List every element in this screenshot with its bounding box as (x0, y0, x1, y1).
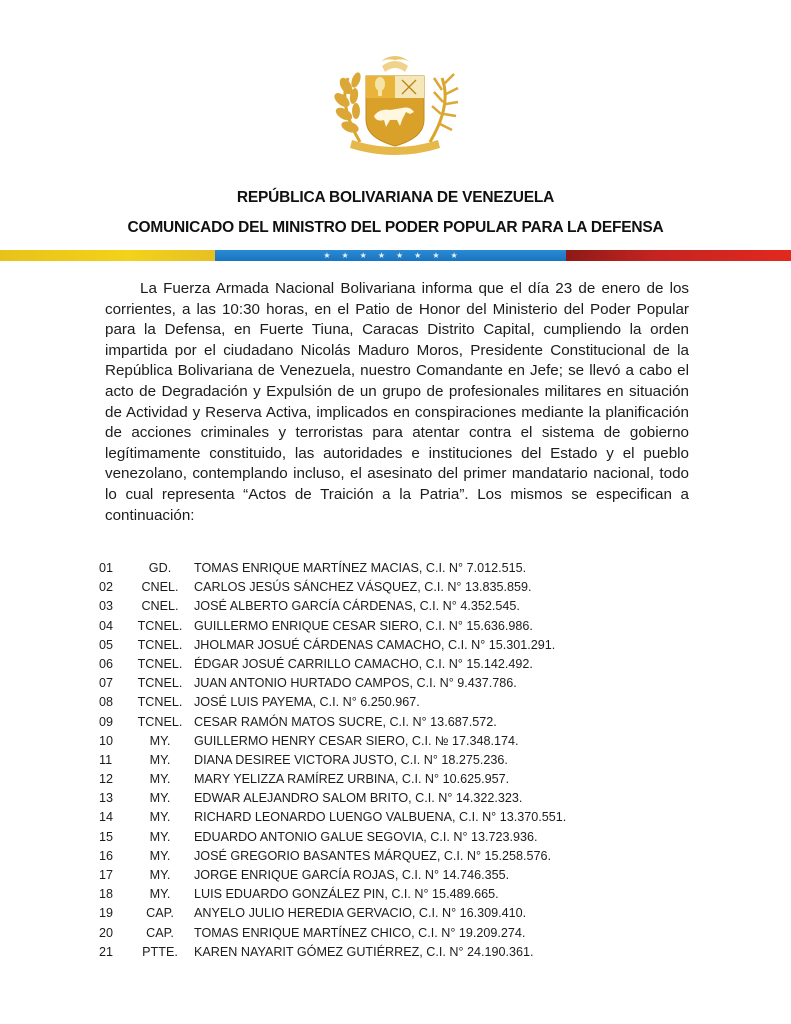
star-icon: ★ (323, 250, 331, 260)
list-item-number: 17 (99, 868, 114, 882)
list-item-number: 01 (99, 561, 114, 575)
list-item-number: 14 (99, 810, 114, 825)
list-item-entry: ÉDGAR JOSUÉ CARRILLO CAMACHO, C.I. N° 15.142.492. (194, 656, 533, 671)
list-item-number: 10 (99, 733, 114, 748)
paragraph-text: La Fuerza Armada Nacional Bolivariana informa que el día 23 de enero de los corrientes, a las 10:30 horas, en el Patio de Honor del Ministerio del Poder Popular para la Defensa, en Fuerte Tiuna, Caracas Distrito Capital, cumpliendo la orden impartida por el ciudadano Nicolás Maduro Moros, Presidente Constitucional de la República Bolivariana de Venezuela, nuestro Comandante en Jefe; se llevó a cabo el acto de Degradación y Expulsión de un grupo de profesionales militares en situación de Actividad y Reserva Activa, implicados en conspiraciones mediante la planificación de acciones criminales y terroristas para atentar contra el sistema de gobierno legítimamente constituido, las autoridades e instituciones del Estado y el pueblo venezolano, contemplando incluso, el asesinato del primer mandatario nacional, todo lo cual representa “Actos de Traición a la Patria”. Los mismos se especifican a continuación: (105, 280, 689, 524)
list-item-entry: JORGE ENRIQUE GARCÍA ROJAS, C.I. N° 14.746.355. (194, 868, 510, 882)
list-item-number: 13 (99, 791, 114, 806)
list-item (99, 732, 659, 751)
list-item-number: 02 (99, 580, 114, 595)
list-item (99, 904, 659, 923)
list-item-rank: TCNEL. (137, 637, 183, 652)
expelled-officers-list (99, 559, 659, 962)
band-yellow-segment (0, 250, 215, 261)
list-item-entry: ANYELO JULIO HEREDIA GERVACIO, C.I. N° 16.309.410. (194, 906, 527, 921)
star-icon: ★ (341, 250, 349, 260)
list-item-rank: MY. (149, 887, 171, 902)
star-icon: ★ (377, 250, 385, 260)
list-item (99, 559, 659, 578)
list-item-number: 09 (99, 714, 114, 729)
list-item (99, 885, 659, 904)
list-item-entry: LUIS EDUARDO GONZÁLEZ PIN, C.I. N° 15.489.665. (194, 887, 499, 902)
list-item-number: 20 (99, 925, 114, 940)
list-item-entry: MARY YELIZZA RAMÍREZ URBINA, C.I. N° 10.625.957. (194, 772, 510, 787)
list-item-rank: TCNEL. (137, 676, 183, 691)
list-item-rank: CNEL. (141, 599, 179, 614)
list-item (99, 674, 659, 693)
list-item-rank: MY. (149, 829, 171, 844)
list-item-entry: EDUARDO ANTONIO GALUE SEGOVIA, C.I. N° 13.723.936. (194, 829, 538, 844)
list-item-number: 16 (99, 848, 114, 863)
star-icon: ★ (414, 250, 422, 260)
list-item-number: 07 (99, 676, 114, 691)
list-item-rank: PTTE. (142, 944, 178, 959)
list-item (99, 713, 659, 732)
list-item-rank: MY. (149, 848, 171, 863)
band-blue-segment (215, 250, 566, 261)
list-item (99, 808, 659, 827)
list-item-entry: DIANA DESIREE VICTORA JUSTO, C.I. N° 18.275.236. (194, 752, 508, 767)
list-item (99, 943, 659, 962)
list-item-rank: GD. (148, 561, 172, 575)
list-item-entry: KAREN NAYARIT GÓMEZ GUTIÉRREZ, C.I. N° 24.190.361. (194, 944, 534, 959)
list-item-rank: TCNEL. (137, 714, 183, 729)
document-title-republic: REPÚBLICA BOLIVARIANA DE VENEZUELA (236, 189, 555, 206)
list-item-entry: GUILLERMO ENRIQUE CESAR SIERO, C.I. N° 15.636.986. (194, 618, 533, 633)
list-item (99, 924, 659, 943)
communique-paragraph (105, 279, 689, 526)
list-item-number: 05 (99, 637, 114, 652)
list-item-rank: TCNEL. (137, 656, 183, 671)
band-red-segment (566, 250, 791, 261)
list-item-rank: TCNEL. (137, 695, 183, 710)
list-item-rank: MY. (149, 868, 171, 882)
list-item-rank: CAP. (146, 906, 174, 921)
list-item-rank: CAP. (146, 925, 174, 940)
list-item-number: 04 (99, 618, 114, 633)
list-item-rank: CNEL. (141, 580, 179, 595)
list-item-entry: JOSÉ GREGORIO BASANTES MÁRQUEZ, C.I. N° 15.258.576. (194, 848, 552, 863)
list-item (99, 866, 659, 885)
list-item-rank: MY. (149, 810, 171, 825)
list-item (99, 578, 659, 597)
venezuela-coat-of-arms-icon (330, 50, 460, 160)
list-item-entry: CARLOS JESÚS SÁNCHEZ VÁSQUEZ, C.I. N° 13.835.859. (194, 580, 532, 595)
list-item (99, 655, 659, 674)
list-item-number: 03 (99, 599, 114, 614)
document-title-communique: COMUNICADO DEL MINISTRO DEL PODER POPULAR PARA LA DEFENSA (127, 219, 664, 236)
list-item-entry: GUILLERMO HENRY CESAR SIERO, C.I. № 17.348.174. (194, 733, 519, 748)
list-item-number: 12 (99, 772, 114, 787)
list-item-entry: TOMAS ENRIQUE MARTÍNEZ MACIAS, C.I. N° 7.012.515. (194, 561, 527, 575)
star-icon: ★ (450, 250, 458, 260)
list-item-entry: JUAN ANTONIO HURTADO CAMPOS, C.I. N° 9.437.786. (194, 676, 517, 691)
list-item (99, 617, 659, 636)
list-item-entry: RICHARD LEONARDO LUENGO VALBUENA, C.I. N° 13.370.551. (194, 810, 567, 825)
list-item (99, 789, 659, 808)
list-item-rank: MY. (149, 791, 171, 806)
list-item (99, 597, 659, 616)
list-item-entry: JHOLMAR JOSUÉ CÁRDENAS CAMACHO, C.I. N° 15.301.291. (194, 637, 556, 652)
list-item-number: 06 (99, 656, 114, 671)
list-item-entry: JOSÉ LUIS PAYEMA, C.I. N° 6.250.967. (194, 695, 420, 710)
list-item-number: 08 (99, 695, 114, 710)
list-item-entry: EDWAR ALEJANDRO SALOM BRITO, C.I. N° 14.322.323. (194, 791, 523, 806)
list-item-rank: MY. (149, 752, 171, 767)
star-icon: ★ (432, 250, 440, 260)
flag-color-band (0, 250, 791, 261)
list-item (99, 770, 659, 789)
list-item-entry: TOMAS ENRIQUE MARTÍNEZ CHICO, C.I. N° 19.209.274. (194, 925, 526, 940)
list-item (99, 847, 659, 866)
list-item-rank: MY. (149, 772, 171, 787)
list-item (99, 636, 659, 655)
star-icon: ★ (359, 250, 367, 260)
list-item-rank: TCNEL. (137, 618, 183, 633)
list-item-number: 18 (99, 887, 114, 902)
list-item-number: 15 (99, 829, 114, 844)
list-item-number: 19 (99, 906, 114, 921)
list-item-entry: JOSÉ ALBERTO GARCÍA CÁRDENAS, C.I. N° 4.352.545. (194, 599, 520, 614)
list-item-number: 11 (99, 752, 113, 767)
list-item-rank: MY. (149, 733, 171, 748)
list-item-number: 21 (99, 944, 114, 959)
list-item (99, 828, 659, 847)
list-item (99, 751, 659, 770)
list-item (99, 693, 659, 712)
star-icon: ★ (396, 250, 404, 260)
list-item-entry: CESAR RAMÓN MATOS SUCRE, C.I. N° 13.687.572. (194, 714, 497, 729)
